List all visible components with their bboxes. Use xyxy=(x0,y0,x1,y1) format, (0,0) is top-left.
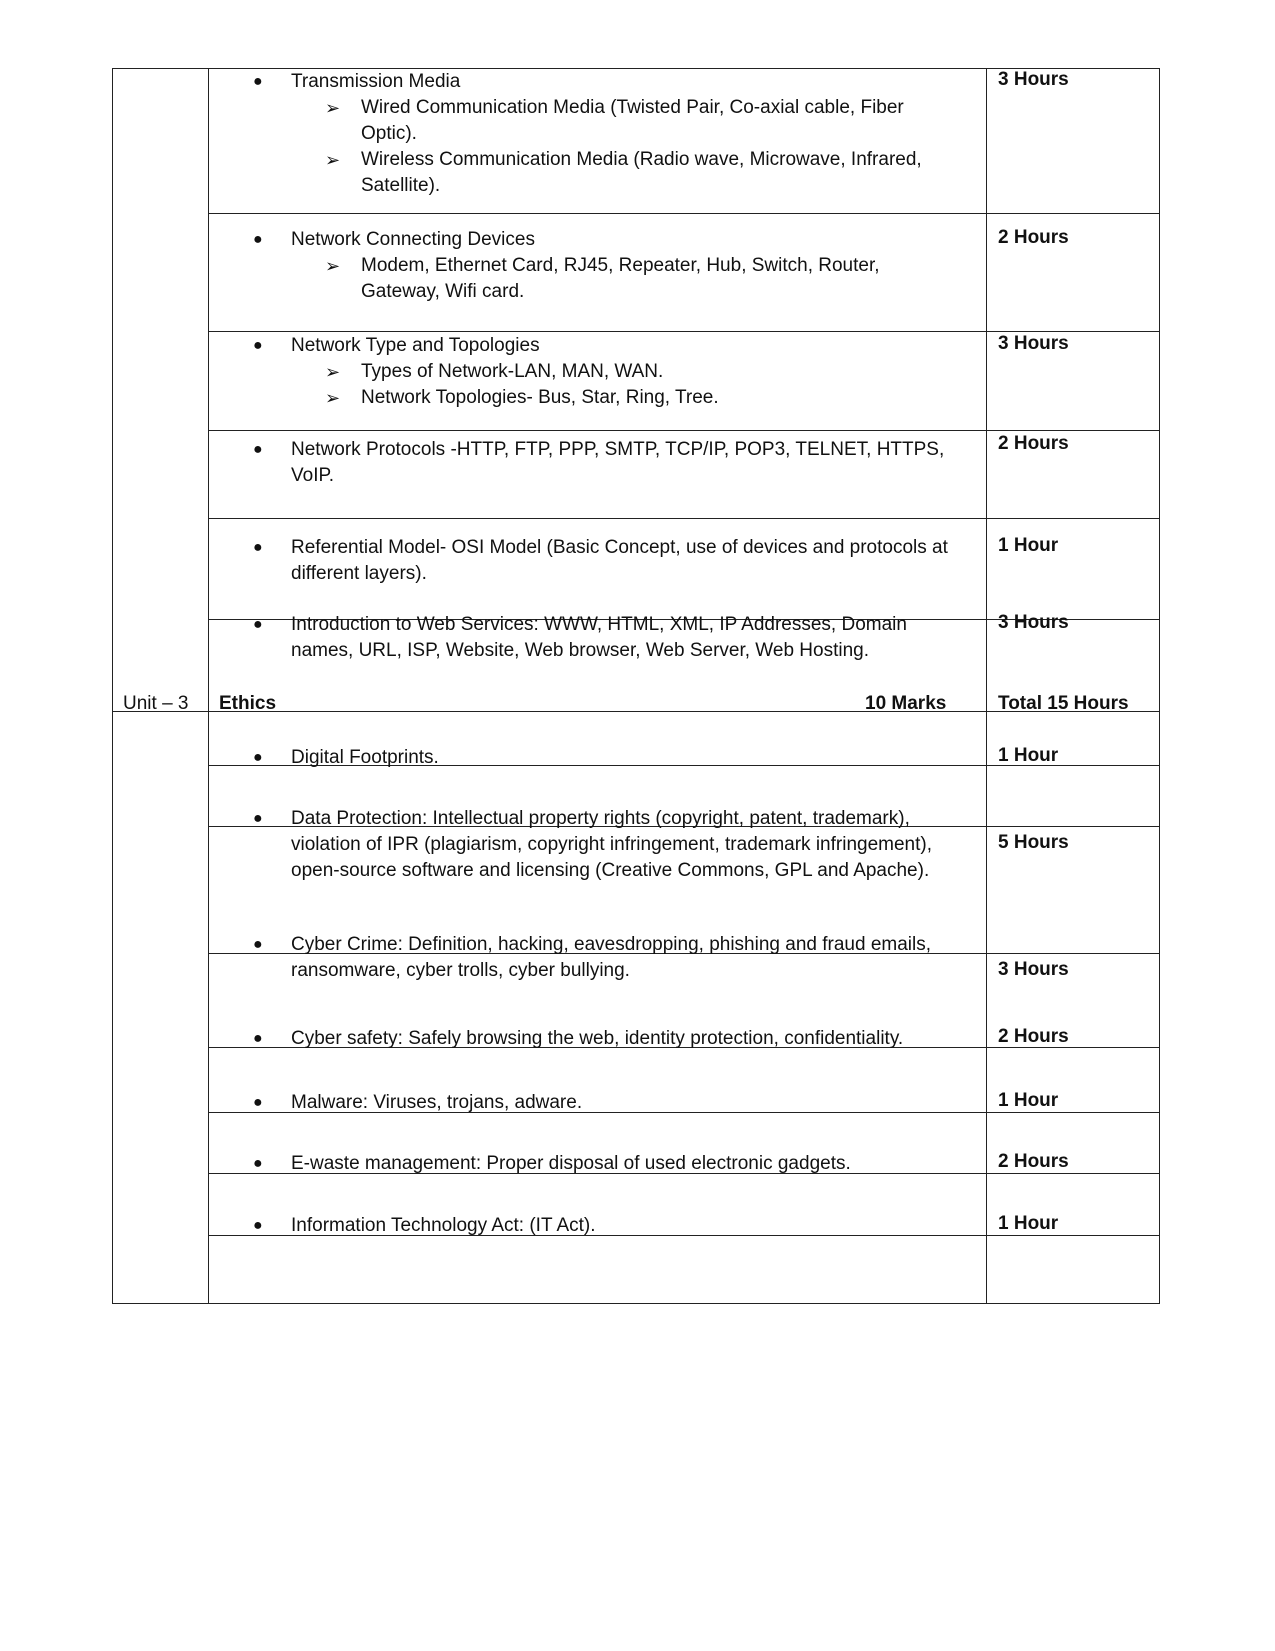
bullet: ● xyxy=(253,749,263,766)
subtopic-line: Wireless Communication Media (Radio wave, Microwave, Infrared, xyxy=(361,149,922,170)
subtopic-line: Network Topologies- Bus, Star, Ring, Tree. xyxy=(361,387,719,408)
row-divider xyxy=(208,213,1159,214)
hours-value: 3 Hours xyxy=(998,612,1069,633)
topic-line: violation of IPR (plagiarism, copyright infringement, trademark infringement), xyxy=(291,834,932,855)
subtopic-line: Gateway, Wifi card. xyxy=(361,281,525,302)
subtopic-line: Wired Communication Media (Twisted Pair, Co-axial cable, Fiber xyxy=(361,97,904,118)
column-divider xyxy=(986,69,987,1303)
topic-line: E-waste management: Proper disposal of used electronic gadgets. xyxy=(291,1153,851,1174)
topic-line: Digital Footprints. xyxy=(291,747,439,768)
topic-network-types: Network Type and Topologies xyxy=(291,335,540,356)
hours-value: 2 Hours xyxy=(998,1026,1069,1047)
topic-line: different layers). xyxy=(291,563,427,584)
row-divider xyxy=(208,518,1159,519)
topic-line: Information Technology Act: (IT Act). xyxy=(291,1215,596,1236)
topic-line: Introduction to Web Services: WWW, HTML, XML, IP Addresses, Domain xyxy=(291,614,907,635)
hours-value: 1 Hour xyxy=(998,745,1059,766)
topic-line: Cyber Crime: Definition, hacking, eavesdropping, phishing and fraud emails, xyxy=(291,934,932,955)
bullet: ● xyxy=(253,73,263,90)
hours-value: 2 Hours xyxy=(998,433,1069,454)
hours-value: 3 Hours xyxy=(998,69,1069,90)
bullet: ● xyxy=(253,1030,263,1047)
unit-label: Unit – 3 xyxy=(123,693,189,714)
hours-value: 3 Hours xyxy=(998,959,1069,980)
topic-line: Data Protection: Intellectual property rights (copyright, patent, trademark), xyxy=(291,808,910,829)
subtopic-line: Modem, Ethernet Card, RJ45, Repeater, Hub, Switch, Router, xyxy=(361,255,880,276)
topic-line: Malware: Viruses, trojans, adware. xyxy=(291,1092,583,1113)
hours-value: 3 Hours xyxy=(998,333,1069,354)
column-divider xyxy=(208,69,209,1303)
topic-line: open-source software and licensing (Creative Commons, GPL and Apache). xyxy=(291,860,930,881)
hours-value: 1 Hour xyxy=(998,1213,1059,1234)
unit-marks: 10 Marks xyxy=(865,693,947,714)
subtopic-line: Optic). xyxy=(361,123,417,144)
hours-value: 1 Hour xyxy=(998,1090,1059,1111)
topic-network-devices: Network Connecting Devices xyxy=(291,229,535,250)
subtopic-line: Types of Network-LAN, MAN, WAN. xyxy=(361,361,664,382)
bullet: ● xyxy=(253,810,263,827)
bullet: ● xyxy=(253,337,263,354)
hours-value: 5 Hours xyxy=(998,832,1069,853)
arrow-icon: ➢ xyxy=(325,256,341,276)
hours-value: 2 Hours xyxy=(998,227,1069,248)
bullet: ● xyxy=(253,1217,263,1234)
bullet: ● xyxy=(253,1155,263,1172)
arrow-icon: ➢ xyxy=(325,388,341,408)
topic-line: VoIP. xyxy=(291,465,334,486)
bullet: ● xyxy=(253,441,263,458)
bullet: ● xyxy=(253,1094,263,1111)
subtopic-line: Satellite). xyxy=(361,175,441,196)
topic-line: Cyber safety: Safely browsing the web, identity protection, confidentiality. xyxy=(291,1028,904,1049)
unit-title: Ethics xyxy=(219,693,277,714)
arrow-icon: ➢ xyxy=(325,98,341,118)
topic-line: Network Protocols -HTTP, FTP, PPP, SMTP, TCP/IP, POP3, TELNET, HTTPS, xyxy=(291,439,945,460)
topic-line: ransomware, cyber trolls, cyber bullying. xyxy=(291,960,630,981)
hours-value: 1 Hour xyxy=(998,535,1059,556)
bullet: ● xyxy=(253,231,263,248)
syllabus-table xyxy=(112,68,1160,1304)
bullet: ● xyxy=(253,616,263,633)
arrow-icon: ➢ xyxy=(325,362,341,382)
topic-line: Referential Model- OSI Model (Basic Concept, use of devices and protocols at xyxy=(291,537,948,558)
bullet: ● xyxy=(253,936,263,953)
bullet: ● xyxy=(253,539,263,556)
topic-line: names, URL, ISP, Website, Web browser, Web Server, Web Hosting. xyxy=(291,640,869,661)
topic-transmission-media: Transmission Media xyxy=(291,71,461,92)
arrow-icon: ➢ xyxy=(325,150,341,170)
unit-total-hours: Total 15 Hours xyxy=(998,693,1129,714)
hours-value: 2 Hours xyxy=(998,1151,1069,1172)
